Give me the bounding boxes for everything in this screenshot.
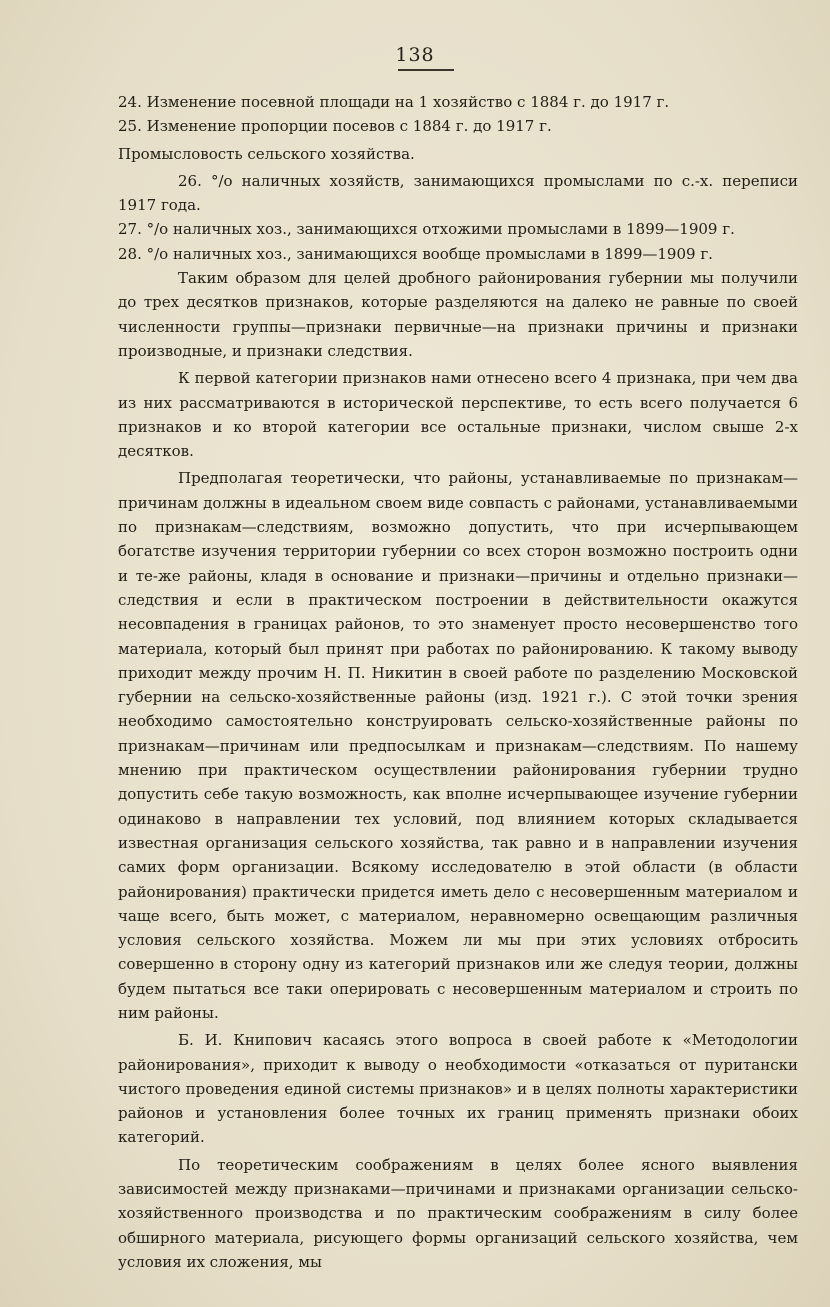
- paragraph: К первой категории признаков нами отнесено всего 4 признака, при чем два из них рассматриваются в исторической перспективе, то есть всего получается 6 признаков и ко второй категории все остальные признаки, числом свыше 2-х десятков.: [118, 369, 798, 461]
- paragraph: Таким образом для целей дробного районирования губернии мы получили до трех десятков признаков, которые разделяются на далеко не равные по своей численности группы—признаки первичные—на признаки причины и признаки производные, и признаки следствия.: [118, 269, 798, 360]
- page-number-rule: [398, 69, 454, 71]
- list-item: 24. Изменение посевной площади на 1 хозяйство с 1884 г. до 1917 г.: [118, 93, 670, 111]
- section-heading: Промысловость сельского хозяйства.: [118, 144, 415, 163]
- list-item: 25. Изменение пропорции посевов с 1884 г. до 1917 г.: [118, 117, 552, 136]
- page-number: 138: [395, 44, 435, 66]
- paragraph: По теоретическим соображениям в целях более ясного выявления зависимостей между признаками—причинами и признаками организации сельско-хозяйственного производства и по практическим соображениям в силу более обширного материала, рисующего формы организаций сельского хозяйства, чем условия их сложения, мы: [118, 1155, 798, 1271]
- paragraph: Б. И. Книпович касаясь этого вопроса в своей работе к «Методологии районирования», приходит к выводу о необходимости «отказаться от пуритански чистого проведения единой системы признаков» и в целях полноты характеристики районов и установления более точных их границ применять признаки обоих категорий.: [118, 1031, 798, 1147]
- list-item: 28. °/о наличных хоз., занимающихся вообще промыслами в 1899—1909 г.: [118, 244, 713, 263]
- paragraph: Предполагая теоретически, что районы, устанавливаемые по признакам—причинам должны в идеальном своем виде совпасть с районами, устанавливаемыми по признакам—следствиям, возможно допустить, что при исчерпывающем богатстве изучения территории губернии со всех сторон возможно построить одни и те-же районы, кладя в основание и признаки—причины и отдельно признаки—следствия и если в практическом построении в действительности окажутся несовпадения в границах районов, то это знаменует просто несовершенство того материала, который был принят при работах по районированию. К такому выводу приходит между прочим Н. П. Никитин в своей работе по разделению Московской губернии на сельско-хозяйственные районы (изд. 1921 г.). С этой точки зрения необходимо самостоятельно конструировать сельско-хозяйственные районы по признакам—причинам или предпосылкам и признакам—следствиям. По нашему мнению при практическом осуществлении районирования губернии трудно допустить себе такую возможность, как вполне исчерпывающее изучение губернии одинаково в направлении тех условий, под влиянием которых складывается известная организация сельского хозяйства, так равно и в направлении изучения самих форм организации. Всякому исследователю в этой области (в области районирования) практически придется иметь дело с несовершенным материалом и чаще всего, быть может, с материалом, неравномерно освещающим различныя условия сельского хозяйства. Можем ли мы при этих условиях отбросить совершенно в сторону одну из категорий признаков или же следуя теории, должны будем пытаться все таки оперировать с несовершенным материалом и строить по ним районы.: [118, 469, 798, 1022]
- list-item: 27. °/о наличных хоз., занимающихся отхожими промыслами в 1899—1909 г.: [118, 220, 735, 239]
- page-text: [118, 90, 798, 1274]
- list-item: 26. °/о наличных хозяйств, занимающихся промыслами по с.-х. переписи 1917 года.: [118, 171, 798, 215]
